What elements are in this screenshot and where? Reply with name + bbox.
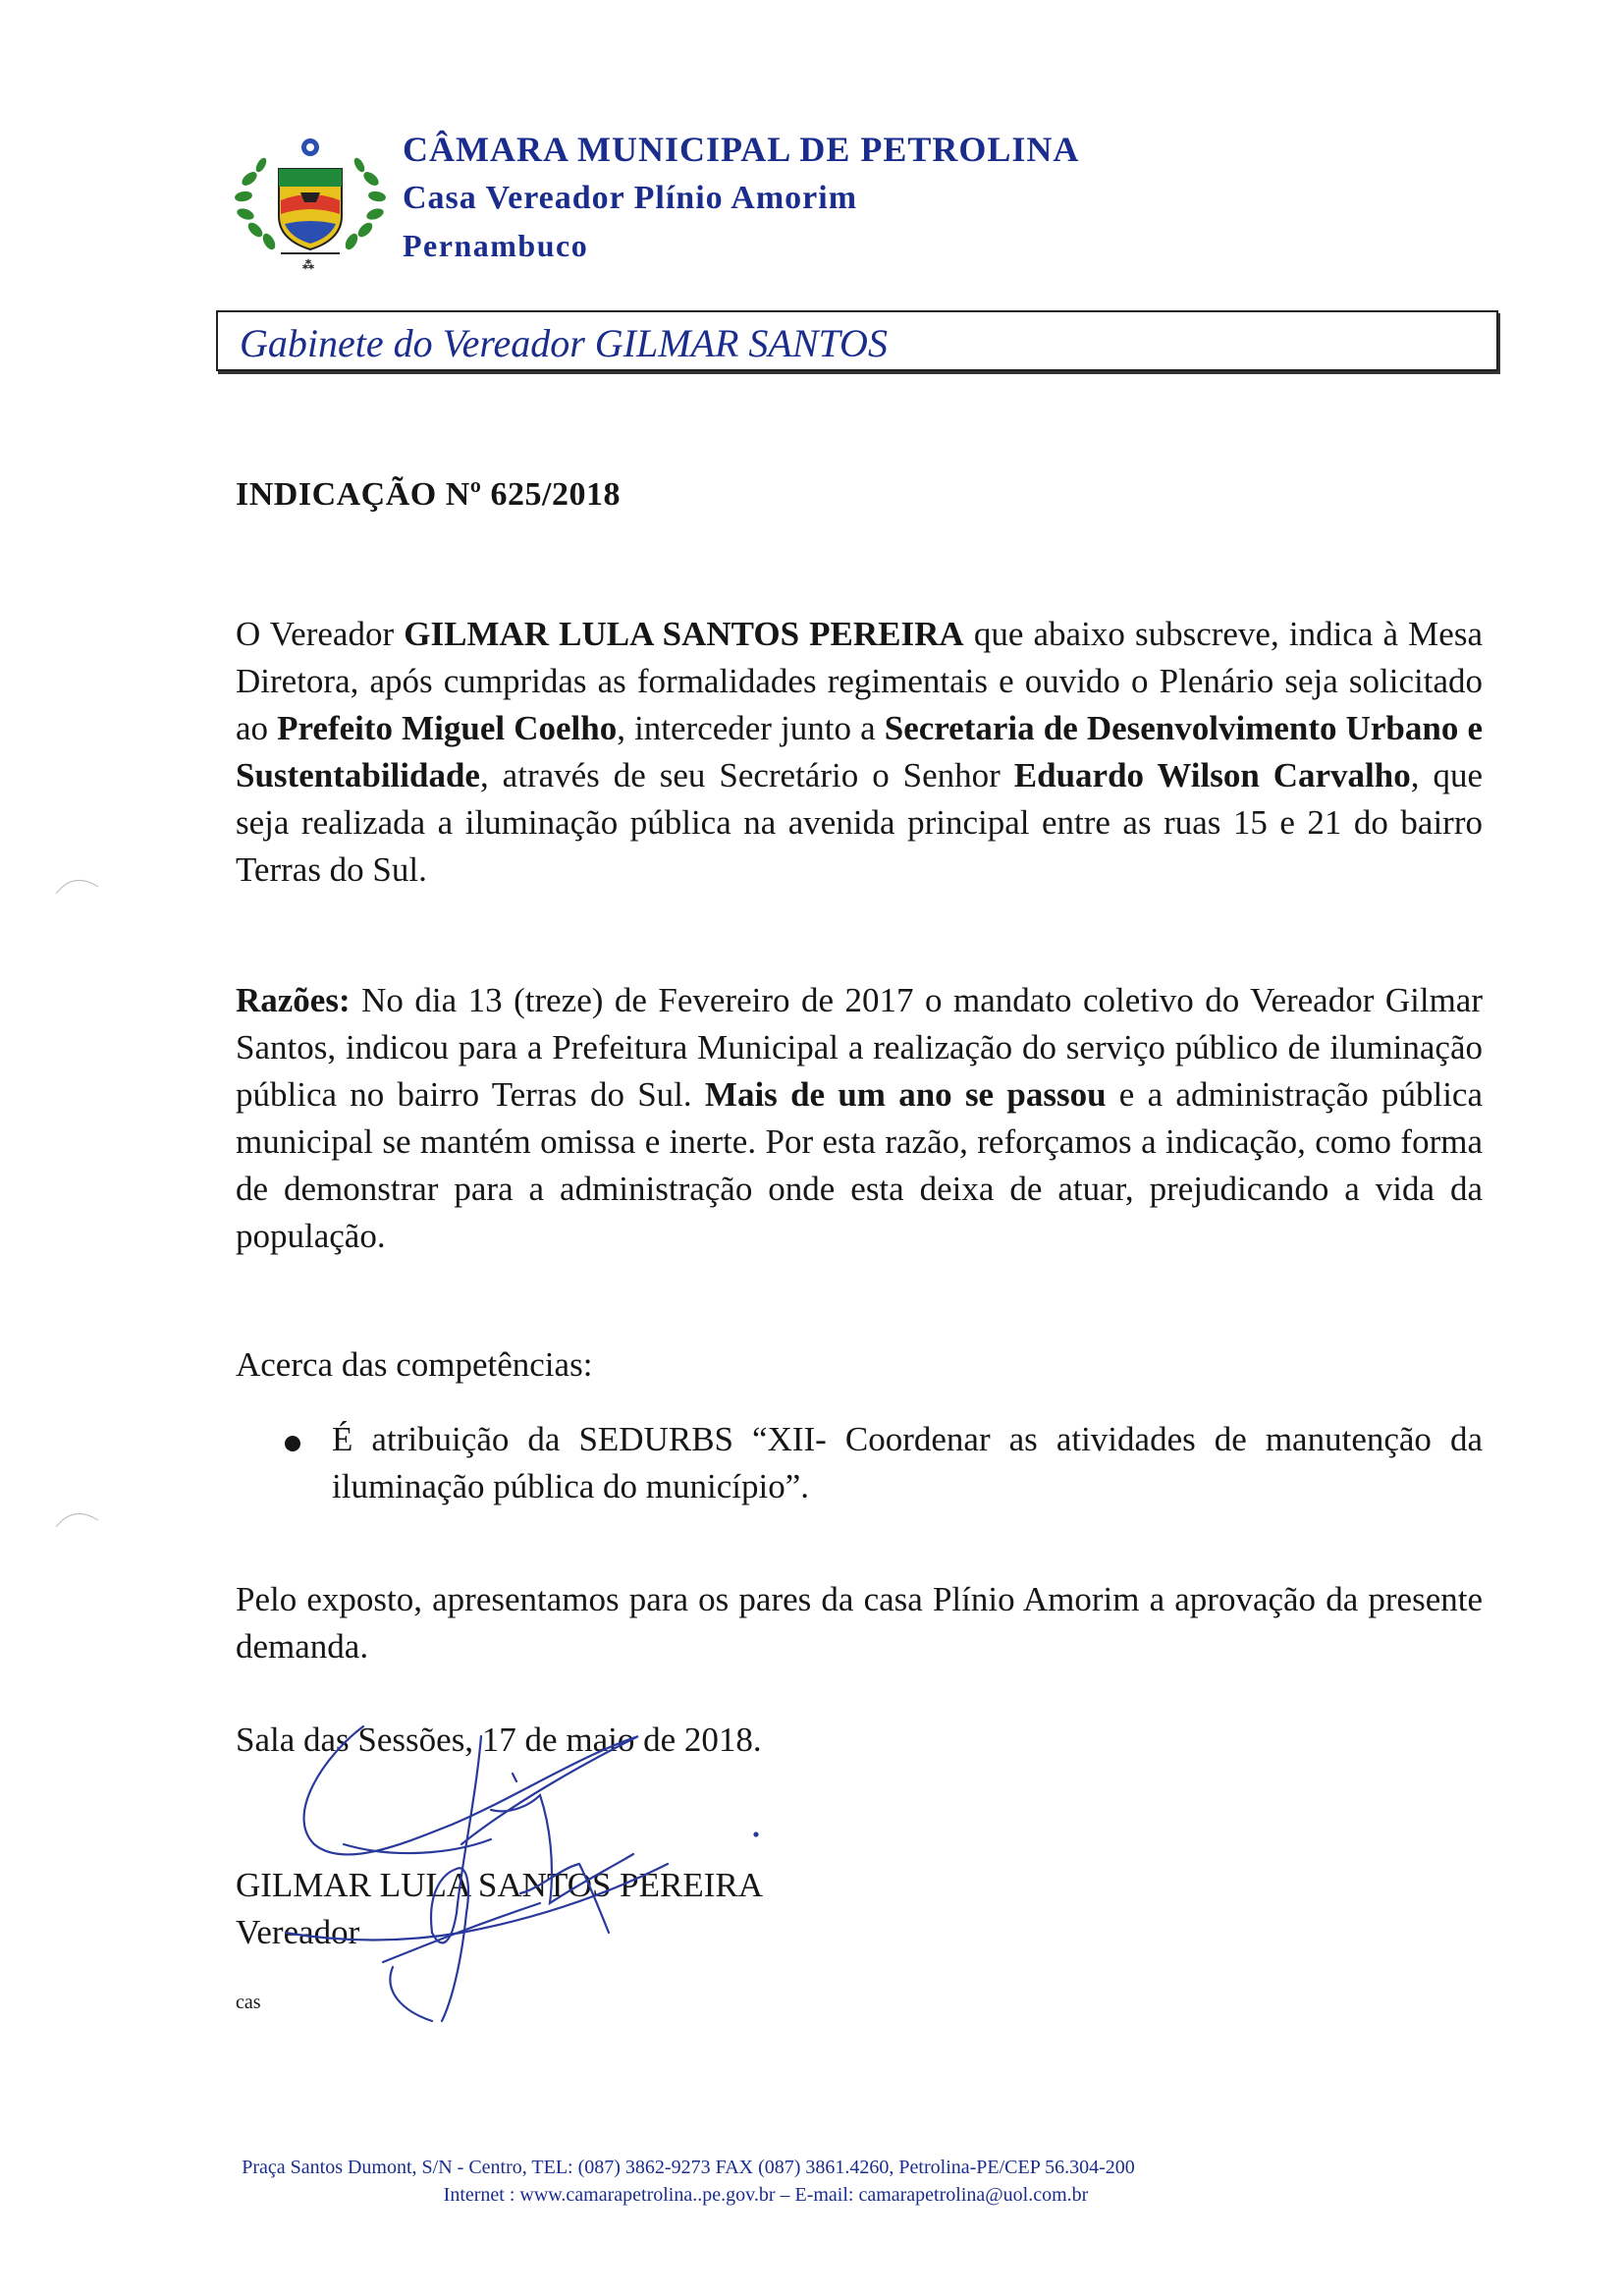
secretariat-name: Secretaria de Desenvolvimento Urbano e Sustentabilidade	[236, 709, 1483, 794]
paragraph-competencies: Acerca das competências:	[236, 1345, 593, 1384]
date-line: Sala das Sessões, 17 de maio de 2018.	[236, 1721, 762, 1759]
text-run: , interceder junto a	[617, 709, 885, 747]
typist-initials: cas	[236, 1992, 261, 2013]
scan-mark	[54, 869, 103, 899]
house-name: Casa Vereador Plínio Amorim	[403, 180, 858, 216]
office-title: Gabinete do Vereador GILMAR SANTOS	[240, 321, 888, 365]
reasons-label: Razões:	[236, 981, 351, 1019]
municipal-coat-of-arms-icon	[232, 130, 389, 272]
svg-text:⁂: ⁂	[302, 258, 314, 272]
signatory-role: Vereador	[236, 1913, 360, 1951]
text-run: O Vereador	[236, 615, 405, 653]
office-box	[216, 310, 1498, 371]
mayor-name: Prefeito Miguel Coelho	[277, 709, 618, 747]
paragraph-conclusion: Pelo exposto, apresentamos para os pares da casa Plínio Amorim a aprovação da presente demanda.	[236, 1580, 1483, 1666]
paragraph-request	[236, 611, 1483, 894]
secretary-name: Eduardo Wilson Carvalho	[1013, 756, 1411, 794]
letterhead	[403, 126, 1079, 270]
text-run: , que seja realizada a iluminação pública na avenida principal entre as ruas 15 e 21 do bairro Terras do Sul.	[236, 756, 1484, 889]
text-run: No dia 13 (treze) de Fevereiro de 2017 o mandato coletivo do Vereador Gilmar Santos, indicou para a Prefeitura Municipal a realização do serviço público de iluminação pública no bairro Terras do Sul.	[236, 981, 1483, 1114]
state-name: Pernambuco	[403, 228, 589, 263]
paragraph-reasons	[236, 977, 1483, 1260]
bullet-dot	[285, 1436, 300, 1451]
councilor-name: GILMAR LULA SANTOS PEREIRA	[404, 615, 964, 653]
footer-internet: Internet : www.camarapetrolina..pe.gov.br – E-mail: camarapetrolina@uol.com.br	[443, 2184, 1089, 2206]
scan-mark	[54, 1503, 103, 1532]
document-title: INDICAÇÃO Nº 625/2018	[236, 476, 621, 513]
text-run: e a administração pública municipal se mantém omissa e inerte. Por esta razão, reforçamos a indicação, como forma de demonstrar para a administração onde esta deixa de atuar, prejudicando a vida da população.	[236, 1075, 1483, 1255]
emphasis-text: Mais de um ano se passou	[704, 1075, 1107, 1114]
bullet-item: É atribuição da SEDURBS “XII- Coordenar as atividades de manutenção da iluminação pública do município”.	[332, 1420, 1483, 1505]
council-name: CÂMARA MUNICIPAL DE PETROLINA	[403, 130, 1080, 169]
handwritten-signature	[285, 1697, 795, 2031]
footer-address: Praça Santos Dumont, S/N - Centro, TEL: (087) 3862-9273 FAX (087) 3861.4260, Petrolina-PE/CEP 56.304-200	[242, 2157, 1135, 2178]
text-run: , através de seu Secretário o Senhor	[479, 756, 1014, 794]
text-run: que abaixo subscreve, indica à Mesa Diretora, após cumpridas as formalidades regimentais e ouvido o Plenário seja solicitado ao	[236, 615, 1483, 747]
signatory-name: GILMAR LULA SANTOS PEREIRA	[236, 1866, 764, 1904]
